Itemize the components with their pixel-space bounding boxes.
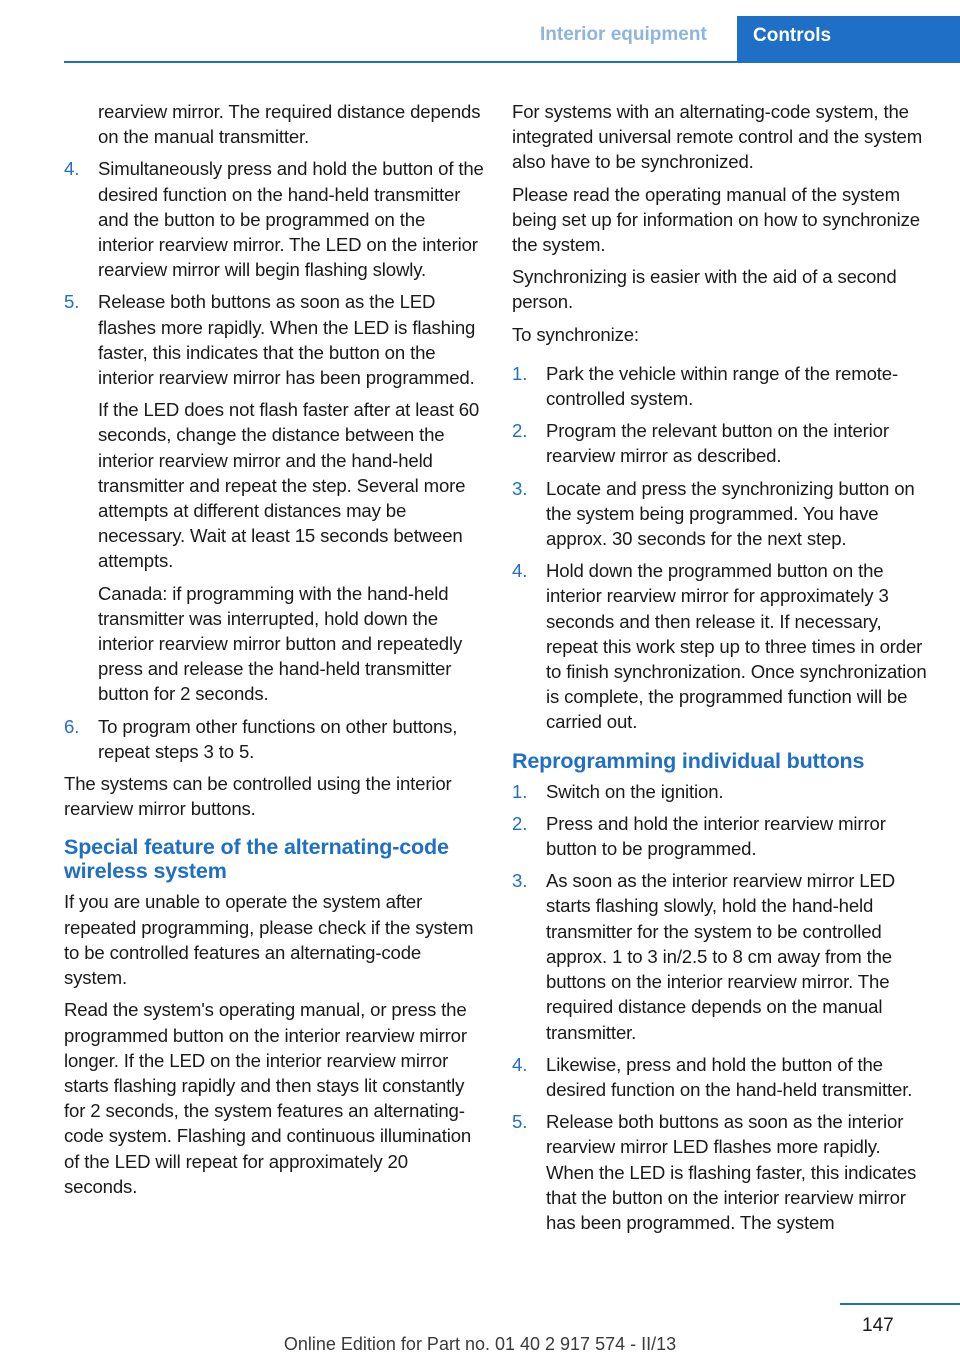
step-text: Program the relevant button on the interior rearview mirror as described.	[546, 420, 889, 467]
step-text: As soon as the interior rearview mirror LED starts flashing slowly, hold the hand-held transmitter for the system to be controlled approx. 1 to 3 in/2.5 to 8 cm away from the buttons on the interior rearview mirror. The required distance depends on the manual transmitter.	[546, 870, 896, 1043]
body-paragraph: The systems can be controlled using the interior rearview mirror buttons.	[64, 773, 452, 820]
header-active-tab: Controls	[737, 16, 960, 62]
step-text: Release both buttons as soon as the LED flashes more rapidly. When the LED is flashing faster, this indicates that the button on the interior rearview mirror has been programmed.	[98, 291, 476, 389]
right-column	[512, 99, 932, 1242]
step-number: 4.	[64, 158, 80, 180]
step-note: If the LED does not flash faster after at least 60 seconds, change the distance between the interior rearview mirror and the hand-held transmitter and repeat the step. Several more attempts at different distances may be necessary. Wait at least 15 seconds between attempts.	[98, 399, 480, 572]
list-item	[512, 868, 932, 1044]
step-text: Park the vehicle within range of the remote-controlled system.	[546, 362, 899, 410]
page-number: 147	[862, 1315, 894, 1336]
step-text: Simultaneously press and hold the button of the desired function on the hand-held transmitter and the button to be programmed on the interior rearview mirror. The LED on the interior rearview mirror will begin flashing slowly.	[98, 158, 484, 281]
step-number: 4.	[512, 1053, 528, 1075]
list-item	[512, 361, 932, 411]
header-rule	[64, 61, 960, 63]
body-paragraph: For systems with an alternating-code system, the integrated universal remote control and the system also have to be synchronized.	[512, 101, 923, 173]
list-item	[512, 558, 932, 734]
section-heading: Special feature of the alternating-code wireless system	[64, 835, 449, 884]
step-text: Release both buttons as soon as the interior rearview mirror LED flashes more rapidly. When the LED is flashing faster, this indicates that the button on the interior rearview mirror has been programmed. The system	[546, 1111, 917, 1233]
body-paragraph: Please read the operating manual of the system being set up for information on how to synchronize the system.	[512, 183, 920, 256]
step-number: 3.	[512, 477, 528, 499]
list-item	[512, 811, 932, 861]
step-number: 1.	[512, 362, 528, 384]
body-paragraph: To synchronize:	[512, 323, 639, 345]
left-intro: rearview mirror. The required distance depends on the manual transmitter.	[98, 101, 481, 148]
list-item	[64, 714, 484, 764]
edition-footer: Online Edition for Part no. 01 40 2 917 574 - II/13	[283, 1334, 677, 1354]
step-number: 2.	[512, 812, 528, 834]
header-section-title: Interior equipment	[540, 24, 707, 45]
step-number: 1.	[512, 780, 528, 802]
left-column	[64, 99, 484, 1206]
step-number: 2.	[512, 420, 528, 442]
list-item	[512, 779, 932, 804]
step-number: 5.	[512, 1111, 528, 1133]
step-number: 6.	[64, 715, 80, 737]
footer-rule	[840, 1303, 960, 1305]
step-text: To program other functions on other buttons, repeat steps 3 to 5.	[98, 715, 458, 762]
step-text: Switch on the ignition.	[546, 780, 724, 802]
step-note: Canada: if programming with the hand-held transmitter was interrupted, hold down the interior rearview mirror button and repeatedly press and release the hand-held transmitter button for 2 seconds.	[98, 582, 463, 705]
list-item	[512, 1052, 932, 1102]
body-paragraph: Read the system's operating manual, or press the programmed button on the interior rearview mirror longer. If the LED on the interior rearview mirror starts flashing rapidly and then stays lit constantly for 2 seconds, the system features an alternating-code system. Flashing and continuous illumination of the LED will repeat for approximately 20 seconds.	[64, 999, 472, 1197]
list-item	[512, 1109, 932, 1235]
body-paragraph: If you are unable to operate the system after repeated programming, please check if the system to be controlled features an alternating-code system.	[64, 891, 474, 989]
step-text: Press and hold the interior rearview mirror button to be programmed.	[546, 812, 886, 860]
list-item	[512, 476, 932, 552]
step-number: 5.	[64, 291, 80, 313]
list-item	[64, 156, 484, 282]
step-text: Likewise, press and hold the button of the desired function on the hand-held transmitter.	[546, 1053, 913, 1100]
step-text: Hold down the programmed button on the interior rearview mirror for approximately 3 seconds and then release it. If necessary, repeat this work step up to three times in order to finish synchronization. Once synchronization is complete, the programmed function will be carried out.	[546, 560, 927, 733]
list-item	[512, 418, 932, 468]
list-item	[64, 289, 484, 706]
body-paragraph: Synchronizing is easier with the aid of a second person.	[512, 266, 897, 313]
step-number: 4.	[512, 560, 528, 582]
section-heading: Reprogramming individual buttons	[512, 748, 865, 773]
step-number: 3.	[512, 870, 528, 892]
step-text: Locate and press the synchronizing button on the system being programmed. You have approx. 30 seconds for the next step.	[546, 477, 915, 550]
